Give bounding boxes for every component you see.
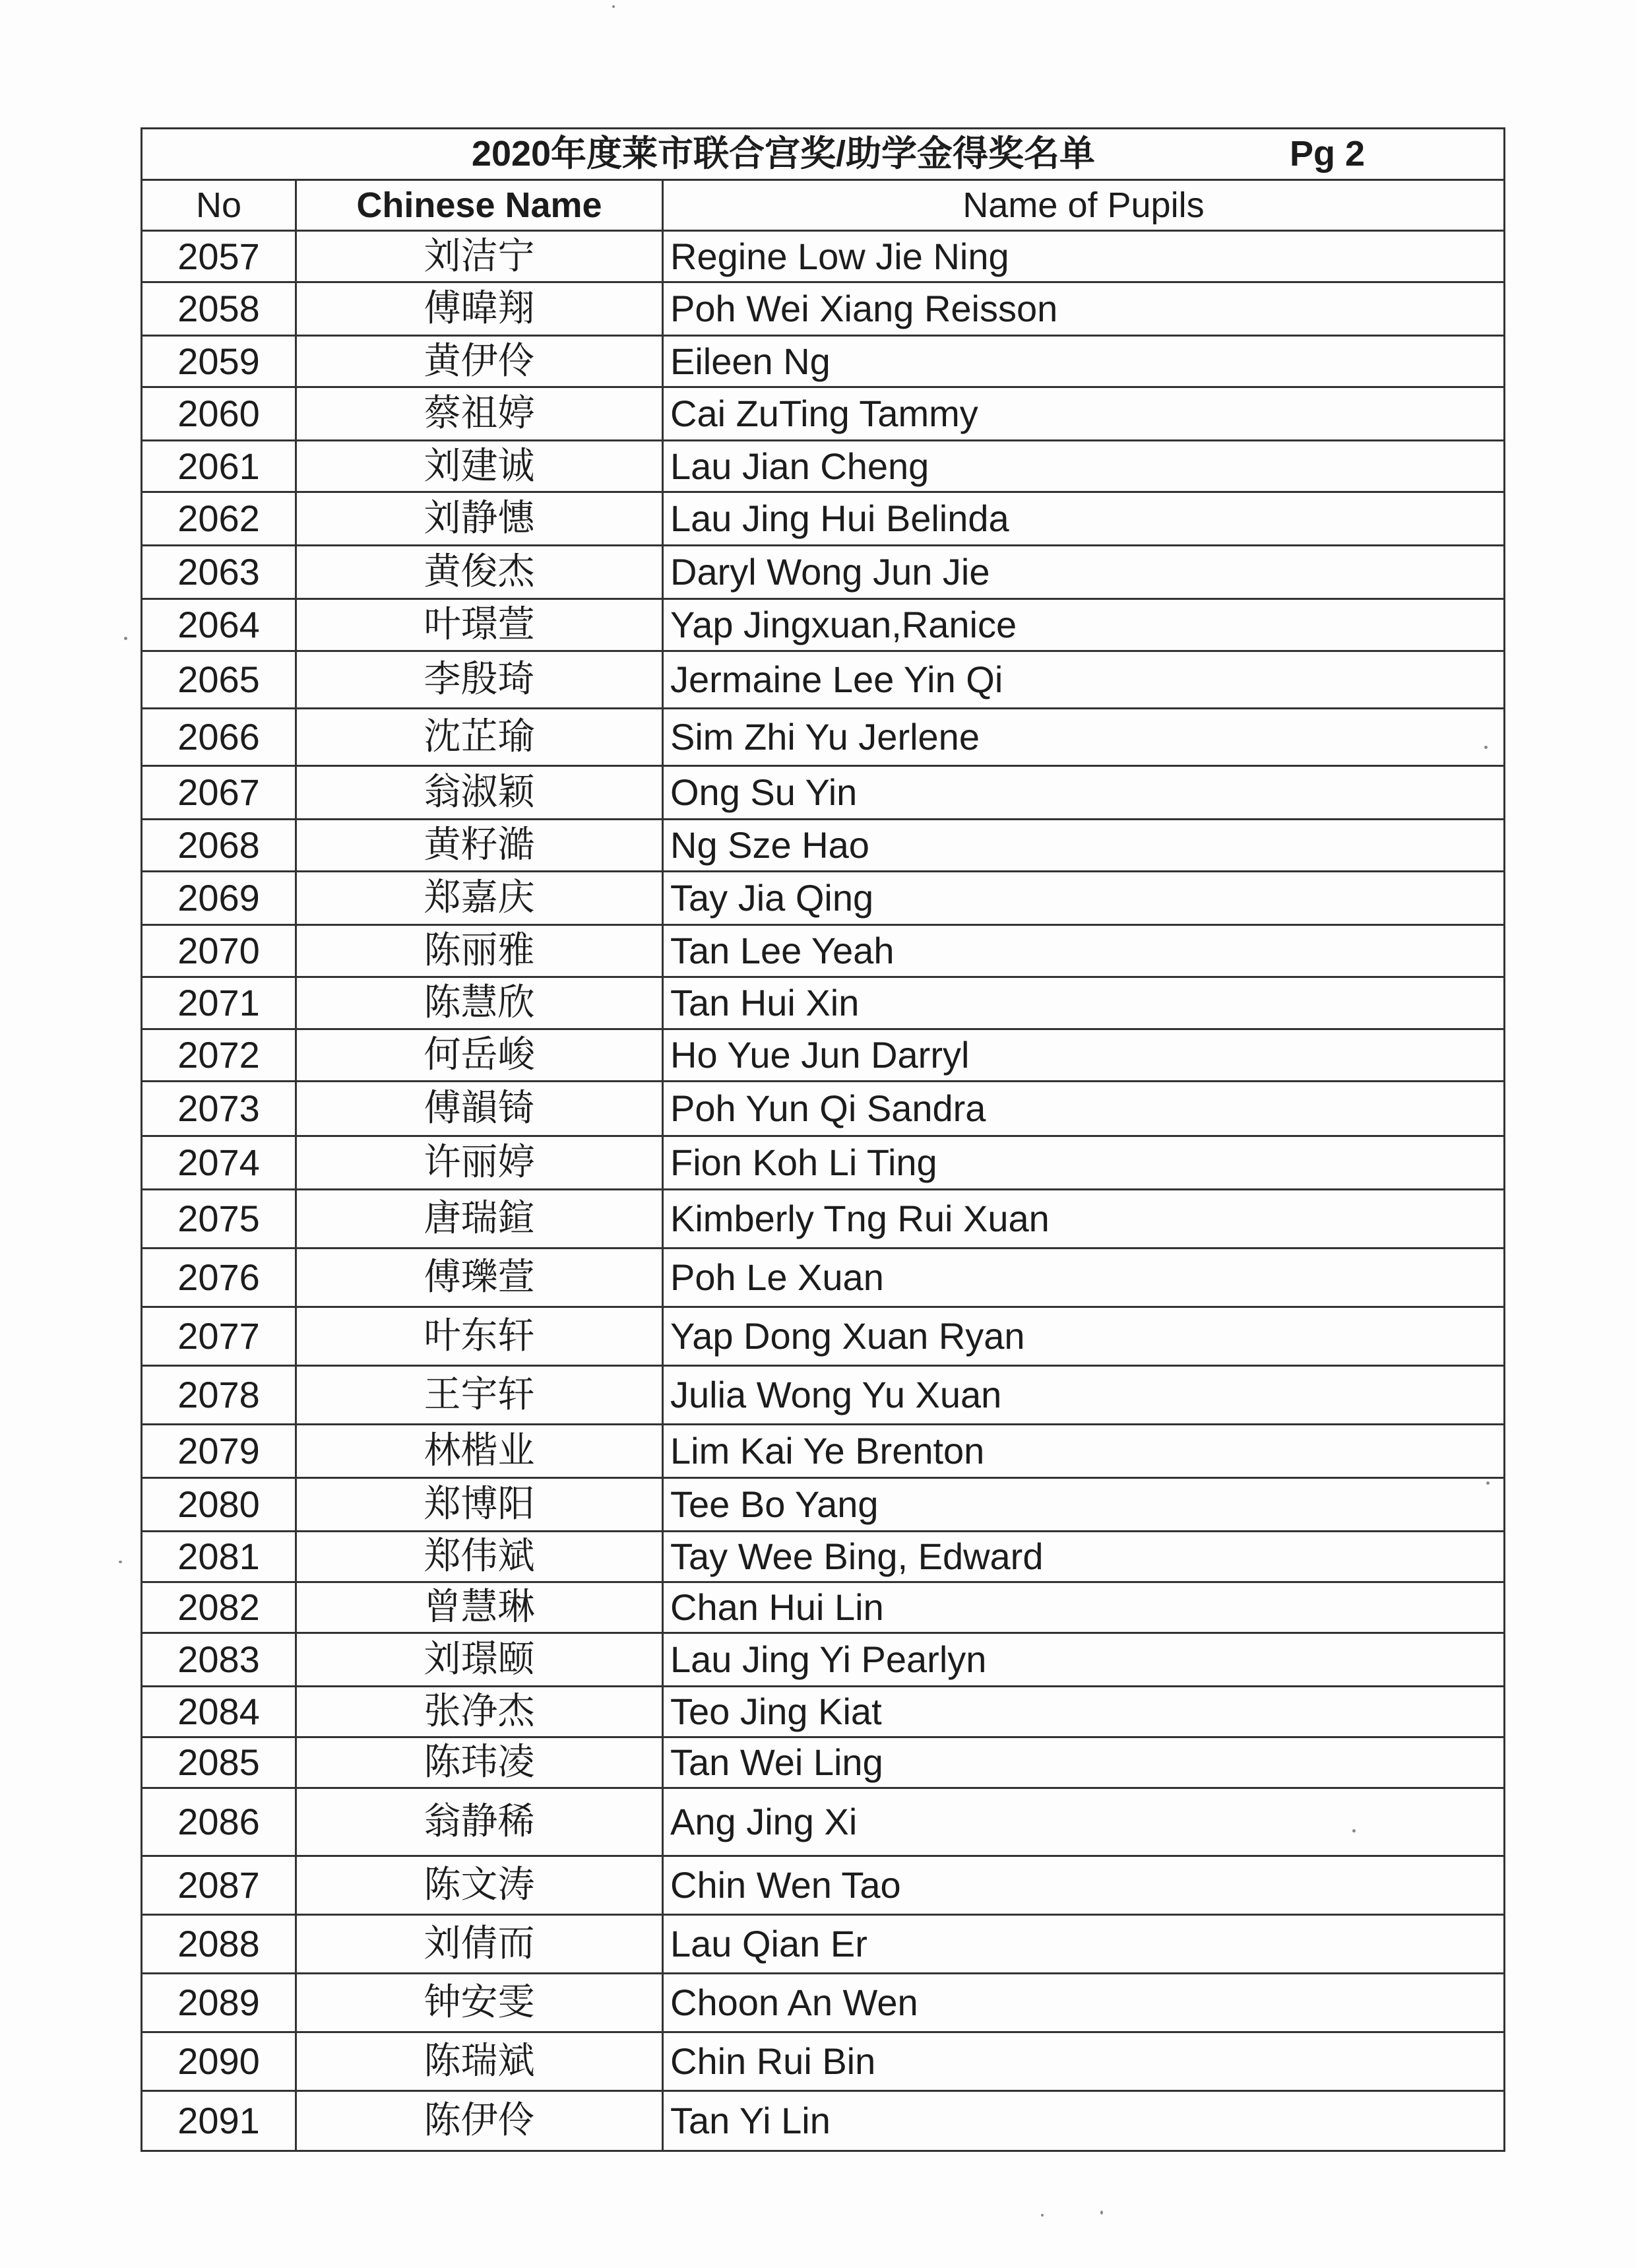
title-row xyxy=(142,129,1505,180)
pupil-name-cell: Ho Yue Jun Darryl xyxy=(663,1029,1505,1082)
scan-speck xyxy=(1041,2214,1044,2217)
pupil-name-cell: Sim Zhi Yu Jerlene xyxy=(663,709,1505,766)
pupil-name-cell: Poh Yun Qi Sandra xyxy=(663,1082,1505,1136)
row-number: 2060 xyxy=(142,387,296,441)
table-row xyxy=(142,1788,1505,1856)
chinese-name-cell: 曾慧琳 xyxy=(296,1582,663,1633)
scan-speck xyxy=(1486,1481,1490,1485)
table-row xyxy=(142,1082,1505,1136)
table-row xyxy=(142,872,1505,925)
table-row xyxy=(142,651,1505,709)
pupil-name-cell: Lau Jing Yi Pearlyn xyxy=(663,1633,1505,1687)
pupil-name-cell: Choon An Wen xyxy=(663,1974,1505,2032)
chinese-name-cell: 叶璟萱 xyxy=(296,599,663,651)
table-row xyxy=(142,766,1505,820)
pupil-name-cell: Chin Rui Bin xyxy=(663,2032,1505,2091)
chinese-name-cell: 林楷业 xyxy=(296,1425,663,1478)
pupil-name-cell: Julia Wong Yu Xuan xyxy=(663,1366,1505,1425)
row-number: 2091 xyxy=(142,2091,296,2151)
document-title: 2020年度莱市联合宫奖/助学金得奖名单 xyxy=(471,134,1096,174)
chinese-name-cell: 黄伊伶 xyxy=(296,336,663,387)
scan-speck xyxy=(1352,1829,1356,1832)
table-row xyxy=(142,1974,1505,2032)
chinese-name-cell: 王宇轩 xyxy=(296,1366,663,1425)
table-row xyxy=(142,1687,1505,1737)
table-row xyxy=(142,1915,1505,1974)
pupil-name-cell: Poh Wei Xiang Reisson xyxy=(663,282,1505,336)
table-row xyxy=(142,1856,1505,1915)
row-number: 2075 xyxy=(142,1190,296,1248)
pupil-name-cell: Yap Dong Xuan Ryan xyxy=(663,1307,1505,1366)
row-number: 2087 xyxy=(142,1856,296,1915)
table-row xyxy=(142,441,1505,492)
pupil-name-cell: Lim Kai Ye Brenton xyxy=(663,1425,1505,1478)
table-row xyxy=(142,387,1505,441)
row-number: 2059 xyxy=(142,336,296,387)
chinese-name-cell: 郑伟斌 xyxy=(296,1532,663,1582)
table-row xyxy=(142,925,1505,977)
chinese-name-cell: 陈慧欣 xyxy=(296,977,663,1029)
table-row xyxy=(142,282,1505,336)
chinese-name-cell: 沈芷瑜 xyxy=(296,709,663,766)
table-row xyxy=(142,1190,1505,1248)
table-row xyxy=(142,599,1505,651)
row-number: 2071 xyxy=(142,977,296,1029)
row-number: 2080 xyxy=(142,1478,296,1532)
scan-speck xyxy=(612,5,615,8)
row-number: 2072 xyxy=(142,1029,296,1082)
row-number: 2061 xyxy=(142,441,296,492)
scan-speck xyxy=(1484,746,1488,749)
pupil-name-cell: Kimberly Tng Rui Xuan xyxy=(663,1190,1505,1248)
chinese-name-cell: 何岳峻 xyxy=(296,1029,663,1082)
award-list-table xyxy=(141,127,1505,2152)
chinese-name-cell: 叶东轩 xyxy=(296,1307,663,1366)
table-row xyxy=(142,1029,1505,1082)
pupil-name-cell: Ng Sze Hao xyxy=(663,820,1505,872)
pupil-name-cell: Tan Yi Lin xyxy=(663,2091,1505,2151)
row-number: 2062 xyxy=(142,492,296,546)
table-row xyxy=(142,709,1505,766)
pupil-name-cell: Tan Wei Ling xyxy=(663,1737,1505,1788)
row-number: 2064 xyxy=(142,599,296,651)
chinese-name-cell: 翁淑颖 xyxy=(296,766,663,820)
chinese-name-cell: 刘璟颐 xyxy=(296,1633,663,1687)
row-number: 2078 xyxy=(142,1366,296,1425)
chinese-name-cell: 钟安雯 xyxy=(296,1974,663,2032)
chinese-name-cell: 黄籽澔 xyxy=(296,820,663,872)
header-pupil-name: Name of Pupils xyxy=(663,180,1505,231)
pupil-name-cell: Chin Wen Tao xyxy=(663,1856,1505,1915)
table-row xyxy=(142,1136,1505,1190)
row-number: 2077 xyxy=(142,1307,296,1366)
pupil-name-cell: Tan Hui Xin xyxy=(663,977,1505,1029)
chinese-name-cell: 陈玮凌 xyxy=(296,1737,663,1788)
table-row xyxy=(142,977,1505,1029)
chinese-name-cell: 李殷琦 xyxy=(296,651,663,709)
pupil-name-cell: Yap Jingxuan,Ranice xyxy=(663,599,1505,651)
chinese-name-cell: 刘洁宁 xyxy=(296,231,663,282)
row-number: 2089 xyxy=(142,1974,296,2032)
chinese-name-cell: 傅瓅萱 xyxy=(296,1248,663,1307)
row-number: 2088 xyxy=(142,1915,296,1974)
pupil-name-cell: Teo Jing Kiat xyxy=(663,1687,1505,1737)
table-row xyxy=(142,1633,1505,1687)
row-number: 2081 xyxy=(142,1532,296,1582)
row-number: 2063 xyxy=(142,546,296,599)
chinese-name-cell: 傅暐翔 xyxy=(296,282,663,336)
chinese-name-cell: 陈文涛 xyxy=(296,1856,663,1915)
row-number: 2085 xyxy=(142,1737,296,1788)
row-number: 2073 xyxy=(142,1082,296,1136)
row-number: 2084 xyxy=(142,1687,296,1737)
pupil-name-cell: Daryl Wong Jun Jie xyxy=(663,546,1505,599)
table-row xyxy=(142,1478,1505,1532)
scan-speck xyxy=(1100,2211,1103,2215)
table-row xyxy=(142,1582,1505,1633)
scan-speck xyxy=(119,1561,122,1563)
pupil-name-cell: Fion Koh Li Ting xyxy=(663,1136,1505,1190)
row-number: 2083 xyxy=(142,1633,296,1687)
award-list-document xyxy=(141,127,1503,2152)
row-number: 2068 xyxy=(142,820,296,872)
chinese-name-cell: 刘倩而 xyxy=(296,1915,663,1974)
table-row xyxy=(142,1248,1505,1307)
row-number: 2058 xyxy=(142,282,296,336)
table-row xyxy=(142,1737,1505,1788)
pupil-name-cell: Ang Jing Xi xyxy=(663,1788,1505,1856)
table-row xyxy=(142,1532,1505,1582)
pupil-name-cell: Tay Wee Bing, Edward xyxy=(663,1532,1505,1582)
table-row xyxy=(142,546,1505,599)
table-row xyxy=(142,492,1505,546)
table-row xyxy=(142,1307,1505,1366)
header-row xyxy=(142,180,1505,231)
table-row xyxy=(142,1425,1505,1478)
row-number: 2090 xyxy=(142,2032,296,2091)
chinese-name-cell: 陈丽雅 xyxy=(296,925,663,977)
pupil-name-cell: Poh Le Xuan xyxy=(663,1248,1505,1307)
table-row xyxy=(142,1366,1505,1425)
header-no: No xyxy=(142,180,296,231)
chinese-name-cell: 郑嘉庆 xyxy=(296,872,663,925)
table-row xyxy=(142,231,1505,282)
row-number: 2076 xyxy=(142,1248,296,1307)
pupil-name-cell: Tay Jia Qing xyxy=(663,872,1505,925)
chinese-name-cell: 张净杰 xyxy=(296,1687,663,1737)
row-number: 2065 xyxy=(142,651,296,709)
table-row xyxy=(142,2091,1505,2151)
table-row xyxy=(142,820,1505,872)
chinese-name-cell: 蔡祖婷 xyxy=(296,387,663,441)
chinese-name-cell: 陈瑞斌 xyxy=(296,2032,663,2091)
row-number: 2066 xyxy=(142,709,296,766)
pupil-name-cell: Tan Lee Yeah xyxy=(663,925,1505,977)
pupil-name-cell: Regine Low Jie Ning xyxy=(663,231,1505,282)
pupil-name-cell: Chan Hui Lin xyxy=(663,1582,1505,1633)
scan-speck xyxy=(124,637,127,640)
row-number: 2074 xyxy=(142,1136,296,1190)
pupil-name-cell: Lau Jian Cheng xyxy=(663,441,1505,492)
table-row xyxy=(142,2032,1505,2091)
pupil-name-cell: Lau Jing Hui Belinda xyxy=(663,492,1505,546)
pupil-name-cell: Lau Qian Er xyxy=(663,1915,1505,1974)
pupil-name-cell: Ong Su Yin xyxy=(663,766,1505,820)
row-number: 2079 xyxy=(142,1425,296,1478)
chinese-name-cell: 许丽婷 xyxy=(296,1136,663,1190)
chinese-name-cell: 翁静稀 xyxy=(296,1788,663,1856)
pupil-name-cell: Jermaine Lee Yin Qi xyxy=(663,651,1505,709)
chinese-name-cell: 傅韻锜 xyxy=(296,1082,663,1136)
table-row xyxy=(142,336,1505,387)
row-number: 2086 xyxy=(142,1788,296,1856)
row-number: 2070 xyxy=(142,925,296,977)
chinese-name-cell: 唐瑞鍹 xyxy=(296,1190,663,1248)
row-number: 2057 xyxy=(142,231,296,282)
pupil-name-cell: Eileen Ng xyxy=(663,336,1505,387)
row-number: 2069 xyxy=(142,872,296,925)
page-number: Pg 2 xyxy=(1289,134,1365,174)
chinese-name-cell: 郑博阳 xyxy=(296,1478,663,1532)
chinese-name-cell: 黄俊杰 xyxy=(296,546,663,599)
chinese-name-cell: 刘建诚 xyxy=(296,441,663,492)
row-number: 2067 xyxy=(142,766,296,820)
pupil-name-cell: Cai ZuTing Tammy xyxy=(663,387,1505,441)
row-number: 2082 xyxy=(142,1582,296,1633)
chinese-name-cell: 陈伊伶 xyxy=(296,2091,663,2151)
header-chinese-name: Chinese Name xyxy=(296,180,663,231)
chinese-name-cell: 刘静憓 xyxy=(296,492,663,546)
title-cell xyxy=(142,129,1505,180)
pupil-name-cell: Tee Bo Yang xyxy=(663,1478,1505,1532)
